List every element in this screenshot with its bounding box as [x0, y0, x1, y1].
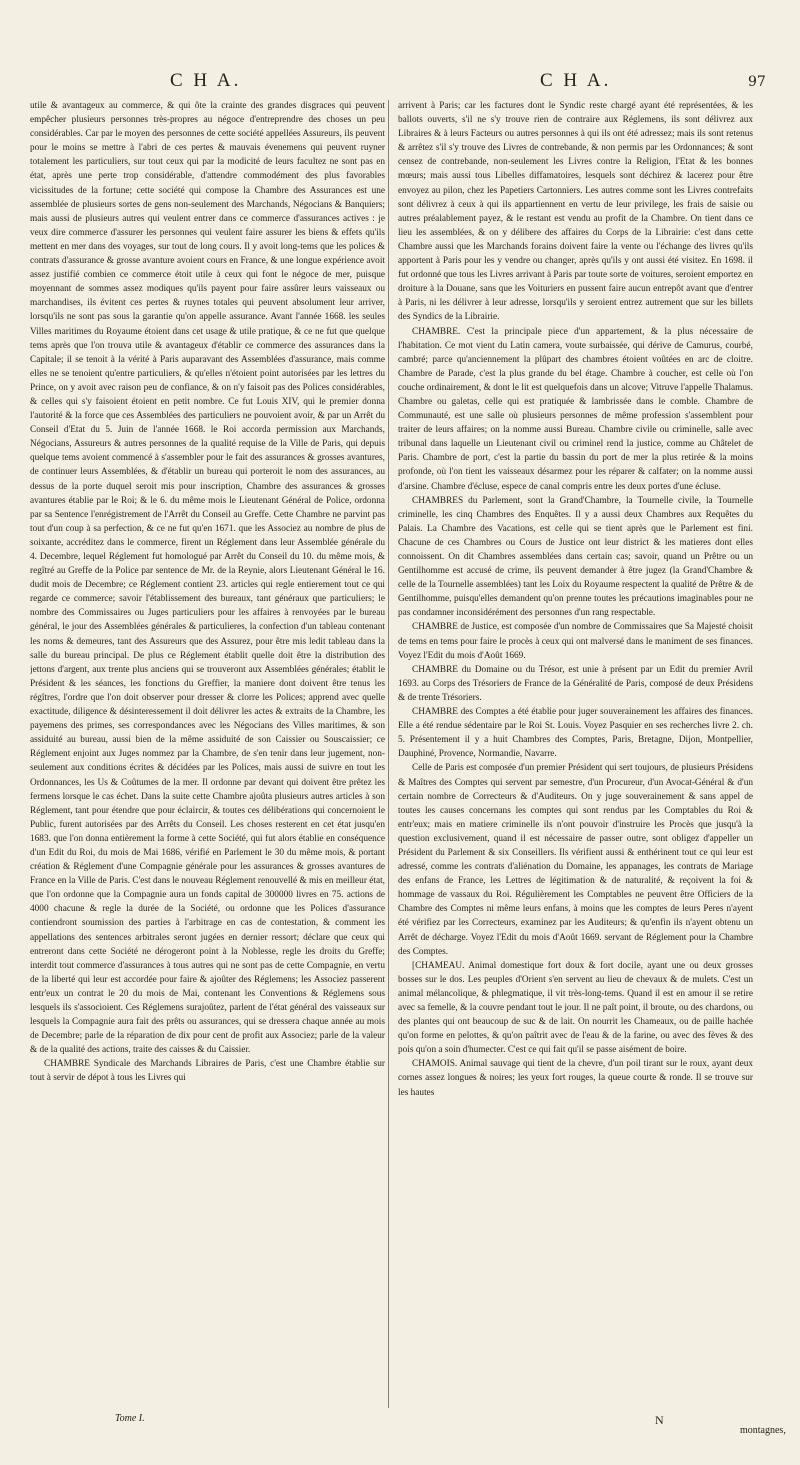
column-divider: [388, 100, 389, 1408]
header-left-title: C H A.: [170, 70, 242, 91]
volume-label: Tome I.: [115, 1413, 145, 1424]
catchword: montagnes,: [740, 1425, 786, 1436]
paragraph-chambres-parlement: CHAMBRES du Parlement, sont la Grand'Chambre, la Tournelle civile, la Tournelle criminelle, les cinq Chambres des Enquêtes. Il y a aussi deux Chambres aux Requêtes du Palais. La Chambre des Vacations, est celle qui se tient après que le Parlement est fini. Chacune de ces Chambres ou Cours de Justice ont leur district & les matieres dont elles connoissent. On dit Chambres assemblées dans certain cas; savoir, quand un Prêtre ou un Gentilhomme est accusé de crime, ils peuvent demander à être jugez (la Grand'Chambre & celle de la Tournelle assemblées) tant les Loix du Royaume respectent la qualité de Prêtre & de Gentilhomme, puisqu'elles demandent qu'on prenne toutes les précautions imaginables pour ne pas condamner inconsidérément des personnes d'un rang respectable.: [398, 495, 753, 619]
left-column: [30, 99, 385, 1414]
signature-mark: N: [655, 1413, 664, 1427]
paragraph-chambre-syndicale: CHAMBRE Syndicale des Marchands Libraires de Paris, c'est une Chambre établie sur tout à servir de dépot à tous les Livres qui: [30, 1059, 385, 1084]
paragraph-chambre: CHAMBRE. C'est la principale piece d'un appartement, & la plus nécessaire de l'habitation. Ce mot vient du Latin camera, voute surbaissée, qui dérive de Camurus, courbé, cambré; parce qu'anciennement la plûpart des chambres étoient voûtées en arc de cloitre. Chambre de Parade, c'est la plus grande du bel étage. Chambre à coucher, est celle où l'on couche ordinairement, & dont le lit est quelquefois dans un alcove; Vitruve l'appelle Thalamus. Chambre ou galetas, celle qui est pratiquée & lambrissée dans le comble. Chambre de Communauté, est une salle où plusieurs personnes de même profession s'assemblent pour traiter de leurs affaires; on la nomme aussi Bureau. Chambre civile ou criminelle, salle avec tribunal dans laquelle un Lieutenant civil ou criminel rend la justice, comme au Châtelet de Paris. Chambre de port, c'est la partie du bassin du port de mer la plus retirée & la moins profonde, où l'on tient les vaisseaux désarmez pour les réparer & calfater; on la nomme aussi d'arsine. Chambre d'écluse, espece de canal compris entre les deux portes d'une écluse.: [398, 326, 753, 492]
running-header: [0, 70, 800, 100]
paragraph-chambre-comptes: CHAMBRE des Comptes a été établie pour juger souverainement les affaires des finances. Elle a été rendue sédentaire par le Roi St. Louis. Voyez Pasquier en ses recherches livre 2. ch. 5. Présentement il y a huit Chambres des Comptes, Paris, Bretagne, Dijon, Montpellier, Dauphiné, Provence, Normandie, Navarre.: [398, 707, 753, 760]
paragraph-librairie-cont: arrivent à Paris; car les factures dont le Syndic reste chargé ayant été représentées, & les ballots ouverts, s'il ne s'y trouve rien de contraire aux Réglemens, ils sont délivrez aux Libraires & à leurs Facteurs ou autres personnes à qui ils ont été adressez; mais ils sont retenus & arrêtez s'il s'y trouve des Livres de contrebande, & non permis par les Ordonnances; & sont censez de contrebande, non-seulement les Livres contre la Religion, l'Etat & les bonnes mœurs; mais aussi tous Libelles diffamatoires, lesquels sont déchirez & lacerez pour être envoyez au pilon, chez les Papetiers Cartonniers. Les autres comme sont les Livres contrefaits sont délivrez à ceux à qui ils appartiennent en vertu de leur privilege, les frais de saisie ou autres préalablement payez, & le restant est vendu au profit de la Chambre. On tient dans ce lieu les assemblées, & on y délibere des affaires du Corps de la Librairie: c'est dans cette Chambre aussi que les Marchands forains doivent faire la vente ou l'échange des livres qu'ils apportent à Paris pour les y vendre ou changer, après qu'ils y ont aussi été visitez. En 1698. il fut ordonné que tous les Livres arrivant à Paris par toute sorte de voitures, seroient emportez en droiture à la Douane, sans que les Voituriers en pussent faire aucun entrepôt avant que d'entrer à Paris, ni les délivrer à leur adresse, lorsqu'ils y seroient entrez autrement que sur les billets des Syndics de la Librairie.: [398, 101, 753, 323]
paragraph-chamois: CHAMOIS. Animal sauvage qui tient de la chevre, d'un poil tirant sur le roux, ayant deux cornes assez longues & noires; les yeux fort rouges, la queue courte & ronde. Il se trouve sur les hautes: [398, 1059, 753, 1098]
paragraph-celle-de-paris: Celle de Paris est composée d'un premier Président qui sert toujours, de plusieurs Présidens & Maîtres des Comptes qui servent par semestre, d'un Procureur, d'un Avocat-Général & d'un certain nombre de Correcteurs & d'Auditeurs. On y juge souverainement & sans appel de toutes les causes concernans les comptes qui sont rendus par les Comptables du Roi & entr'eux; mais en matiere criminelle ils n'ont pouvoir d'instruire les Procès que jusqu'à la question exclusivement, quand il est nécessaire de passer outre, sont obligez d'appeller un Président du Parlement & six Conseillers. Ils vérifient aussi & enthérinent tout ce qui leur est adressé, comme les contrats d'aliénation du Domaine, les appanages, les contrats de Mariage des enfans de France, les Lettres de légitimation & de naturalité, & reçoivent la foi & hommage de vassaux du Roi. Régulièrement les Comptables ne peuvent être Officiers de la Chambre des Comptes ni même leurs enfans, à moins que les comptes de leurs Peres n'ayent été vérifiez par les Correcteurs, examinez par les Auditeurs; & qu'enfin ils n'ayent obtenu un Arrêt de décharge. Voyez l'Edit du mois d'Août 1669. servant de Réglement pour la Chambre des Comptes.: [398, 763, 753, 957]
paragraph-chambre-domaine: CHAMBRE du Domaine ou du Trésor, est unie à présent par un Edit du premier Avril 1693. au Corps des Trésoriers de France de la Généralité de Paris, composé de deux Présidens & de trente Trésoriers.: [398, 664, 753, 703]
page-number: 97: [748, 74, 766, 90]
paragraph-assurances: utile & avantageux au commerce, & qui ôte la crainte des grandes disgraces qui peuvent empêcher plusieurs personnes très-propres au négoce d'entreprendre des choses un peu considérables. Car par le moyen des personnes de cette société appellées Assureurs, ils peuvent pour le moins se mettre à l'abri de ces pertes & mauvais évenemens qui peuvent ruyner totalement les particuliers, sur tout ceux qui par la modicité de leurs facultez ne sont pas en état, après une perte trop considérable, d'attendre commodément des plus favorables vicissitudes de la fortune; cette société qui compose la Chambre des Assurances est une assemblée de plusieurs sortes de gens non-seulement des Marchands, Négocians & Banquiers; mais aussi de plusieurs autres qui veulent entrer dans ce commerce d'assurances actives : je veux dire commerce d'assurer les personnes qui veulent faire assurer les biens & effets qu'ils mettent en mer dans des voyages, sur tout de long cours. Il y avoit long-tems que les polices & contrats d'assurance & grosse avanture avoient cours en France, & une longue expérience avoit assez justifié combien ce commerce étoit utile à ceux qui font le négoce de mer, puisque moyennant de sommes assez modiques qu'ils payent pour faire assûrer leurs vaisseaux ou marchandises, ils évitent ces pertes & ruynes totales qui peuvent absolument leur arriver, lorsqu'ils ne sont pas sous la garantie qu'on appelle assurance. Avant l'année 1668. les seules Villes maritimes du Royaume étoient dans cet usage & utile pratique, & ce ne fut que quelque tems après que l'on trouva utile & avantageux d'établir ce commerce des assurances dans la Capitale; il se tenoit à la vérité à Paris auparavant des Assemblées d'assurance, mais comme elles ne se tenoient qu'entre particuliers, & qu'elles n'étoient point autorisées par les lettres du Prince, on y avoit avec raison peu de confiance, & on n'y faisoit pas des Polices considérables, & celles qui s'y faisoient étoient en petit nombre. Ce fut Louis XIV, qui le premier donna l'autorité & la force que ces Assemblées des particuliers ne pouvoient avoir, & par un Arrêt du Conseil d'Etat du 5. Juin de l'année 1668. le Roi accorda permission aux Marchands, Négocians, Assureurs & autres personnes de la qualité requise de la Ville de Paris, qui depuis quelque tems avoient commencé à s'assembler pour le fait des assurances & grosses avantures, de continuer leurs Assemblées, & d'établir un bureau qui porteroit le nom des assurances, au dessus de la porte duquel seroit mis pour inscription, Chambre des assurances & grosses avantures établie par le Roi; & le 6. du même mois le Lieutenant Général de Police, ordonna par sa Sentence l'enrégistrement de l'Arrêt du Conseil au Greffe. Cette Chambre ne parvint pas tout d'un coup à sa perfection, & ce ne fut qu'en 1671. que les Associez au nombre de plus de soixante, accréditez dans le commerce, firent un Réglement dans leur Assemblée générale du 4. Decembre, lequel Réglement fut homologué par Arrêt du Conseil du 10. du même mois, & regîtré au Greffe de la Police par sentence de Mr. de la Reynie, alors Lieutenant Général le 16. dudit mois de Decembre; ce Réglement contient 23. articles qui regle entierement tout ce qui regarde ce commerce; savoir l'établissement des bureaux, tant généraux que particuliers; le nombre des Commissaires ou Juges particuliers pour les affaires à renvoyées par le bureau général, le jour des Assemblées générales & particulieres, la confection d'un tableau contenant les noms & demeures, tant des Assureurs que des Assurez, pour être mis ledit tableau dans la salle du bureau principal. De plus ce Réglement établit quelle doit être la distribution des jettons d'argent, aux trente plus anciens qui se trouveront aux Assemblées générales; établit le Président & les séances, les fonctions du Greffier, la maniere dont doivent être tenus les régîtres, l'ordre que l'on doit observer pour dresser & clorre les Polices; apprend avec quelle exactitude, diligence & désinteressement il doit délivrer les actes & extraits de la Chambre, les payemens des primes, ses correspondances avec les Négocians des Villes maritimes, & son assiduité au bureau, aussi bien de la même assiduité de son Caissier ou Souscaissier; ce Réglement enjoint aux Juges nommez par la Chambre, de s'en tenir dans leur jugement, non-seulement aux conditions écrites & décidées par les Polices, mais aussi de suivre en tout les Ordonnances, les Us & Coûtumes de la mer. Il ordonne par devant qui doivent être prêtez les fermens lorsque le cas échet. Dans la suite cette Chambre ajoûta plusieurs autres articles à son Réglement, tant pour étendre que pour éclaircir, & toutes ces délibérations qui concernoient le Public, furent autorisées par des Arrêts du Conseil. Les choses resterent en cet état jusqu'en 1683. que l'on donna entièrement la forme à cette Société, qui fut alors établie en conséquence d'un Edit du Roi, du mois de Mai 1686, vérifié en Parlement le 30 du même mois, & portant création & Réglement d'une Compagnie générale pour les assurances & grosses avantures de France en la Ville de Paris. C'est dans le nouveau Réglement renouvellé & mis en meilleur état, que l'on ordonne que la Compagnie aura un fonds capital de 300000 livres en 75. actions de 4000 chacune & regle la durée de la Société, ou ordonne que les Polices d'assurance contiendront soumission des parties à l'arbitrage en cas de contestation, & comment les appellations des sentences arbitrales seront jugées en dernier ressort; déclare que ceux qui entreront dans cette Société ne dérogeront point à la Noblesse, regle les droits du Greffe; interdit tout commerce d'assurances à tous autres qui ne sont pas de cette Compagnie, en vertu de la liberté qui leur est accordée pour faire & ajoûter des Réglemens; les Associez passerent entr'eux un contrat le 20 du mois de Mai, contenant les Conventions & Réglemens sous lesquels ils s'associoient. Ces Réglemens surajoûtez, parlent de l'état général des vaisseaux sur lesquels la Compagnie aura fait des prêts ou assurances, qui se dressera chaque année au mois de Decembre; parle de la réparation de dix pour cent de profit aux Associez; parle de la valeur & de la qualité des actions, traite des caisses & du Caissier.: [30, 101, 385, 1056]
paragraph-chambre-justice: CHAMBRE de Justice, est composée d'un nombre de Commissaires que Sa Majesté choisit de tems en tems pour faire le procès à ceux qui ont malversé dans le maniment de ses finances. Voyez l'Edit du mois d'Août 1669.: [398, 622, 753, 661]
header-right-title: C H A.: [540, 70, 612, 91]
paragraph-chameau: [CHAMEAU. Animal domestique fort doux & fort docile, ayant une ou deux grosses bosses sur le dos. Les peuples d'Orient s'en servent au lieu de chevaux & de mulets. C'est un animal mélancolique, & phlegmatique, il vit très-long-tems. Quand il est en amour il se retire avec sa femelle, & la couvre pendant tout le jour. Il ne paît point, il broute, ou des chardons, ou des plantes qui ont beaucoup de suc & de lait. On nourrit les Chameaux, ou de paille hachée qu'on forme en pelottes, & qu'on paîtrit avec de l'eau & de la farine, ou avec des fèves & des pois qu'on a soin d'humecter. C'est ce qui fait qu'il se passe aisément de boire.: [398, 960, 753, 1056]
right-column: [398, 99, 753, 1414]
